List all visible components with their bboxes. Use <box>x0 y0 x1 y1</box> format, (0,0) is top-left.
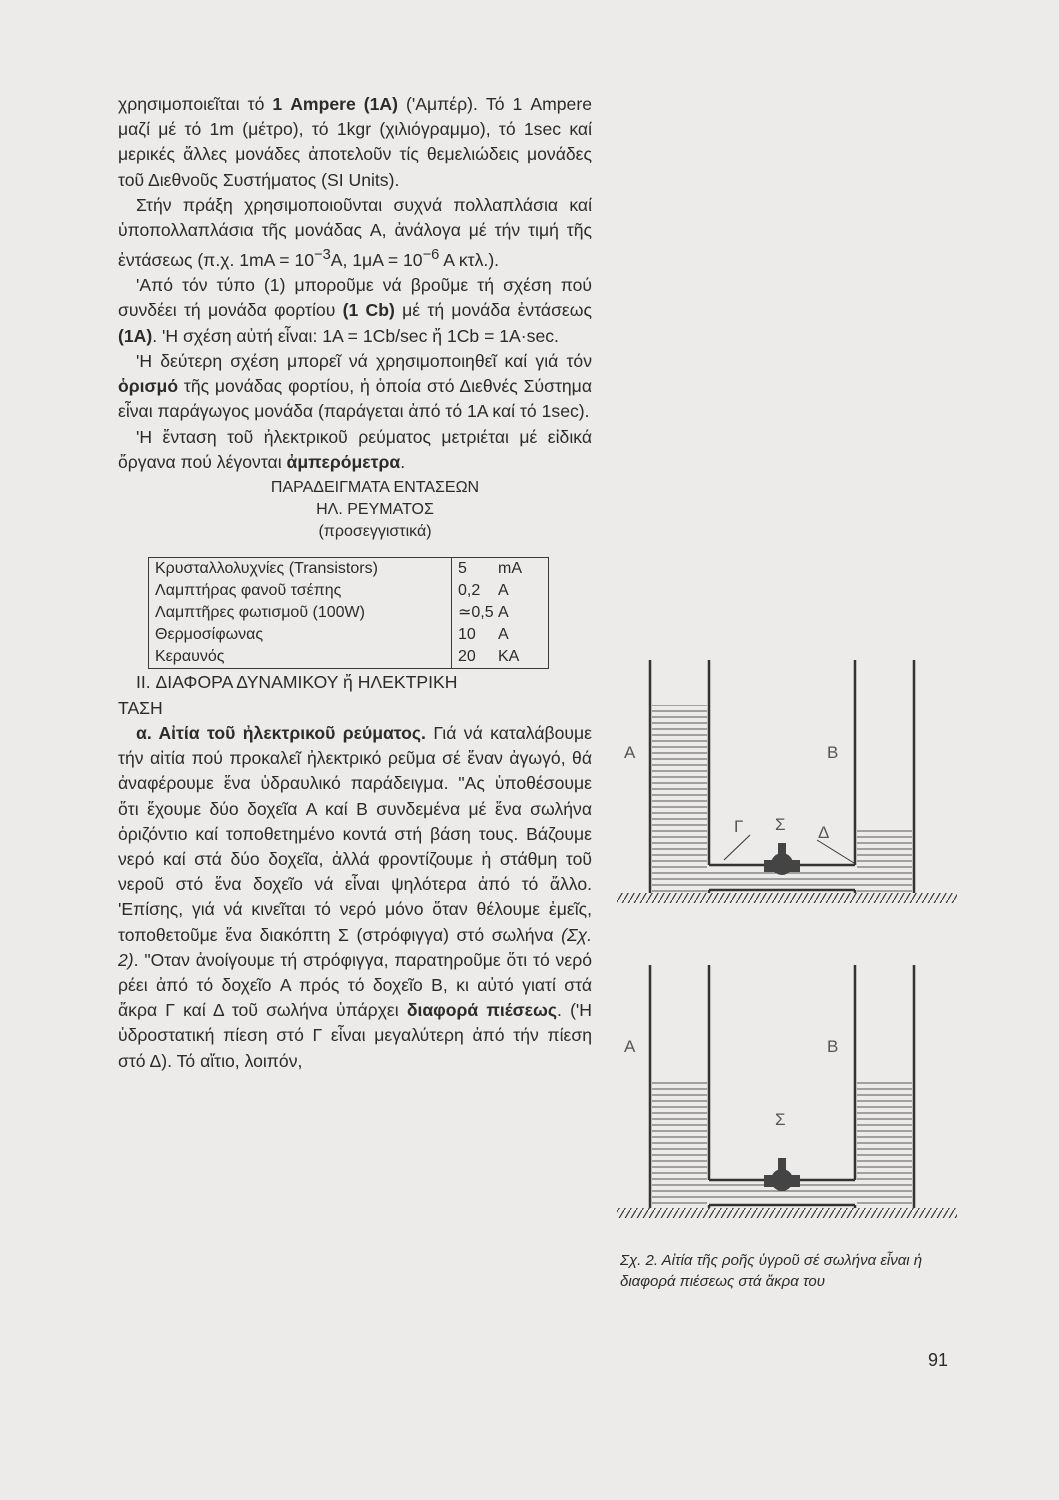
table-title-line: (προσεγγιστικά) <box>318 522 432 540</box>
figure-2 <box>612 660 962 1320</box>
bottom-water-a <box>652 1078 707 1208</box>
current-number: 10 <box>458 625 476 643</box>
device-name-cell: Θερμοσίφωνας <box>149 624 452 646</box>
top-valve-stem <box>778 843 786 855</box>
text-run: . <box>400 451 406 472</box>
current-unit: A <box>498 603 509 621</box>
table-title-line: ΗΛ. ΡΕΥΜΑΤΟΣ <box>316 500 434 518</box>
vessels-diagram <box>612 660 962 1320</box>
top-label-a: A <box>624 743 636 762</box>
current-number: 20 <box>458 647 476 665</box>
text-run: τῆς μονάδας φορτίου, ἡ ὁποία στό Διεθνές Σύστημα εἶναι παράγωγος μονάδα (παράγεται ἀπό τό 1A καί τό 1sec). <box>118 376 592 422</box>
bottom-diagram <box>617 965 957 1218</box>
bold-term: (1 Cb) <box>342 300 395 321</box>
text-run: 'Η ἔνταση τοῦ ἠλεκτρικοῦ ρεύματος μετριέται μέ εἰδικά ὄργανα πού λέγονται <box>118 426 592 472</box>
text-run: . ('Η ὑδροστατική πίεση στό Γ εἶναι μεγαλύτερη ἀπό τήν πίεση στό Δ). Τό αἴτιο, λοιπόν, <box>118 1000 592 1071</box>
text-run: ('Αμπέρ). Τό 1 Ampere μαζί μέ τό 1m (μέτρο), τό 1kgr (χιλιόγραμμο), τό 1sec καί μερικές ἄλλες μονάδες ἀποτελοῦν τίς θεμελιώδεις μονάδες τοῦ Διεθνοῦς Συστήματος (SI Units). <box>118 94 592 190</box>
page-number: 91 <box>928 1350 949 1370</box>
current-unit: A <box>498 581 509 599</box>
bottom-label-s: Σ <box>775 1110 786 1129</box>
current-number: ≃0,5 <box>458 603 494 621</box>
bottom-valve-body <box>764 1175 800 1187</box>
main-column <box>118 92 592 1074</box>
bottom-label-a: A <box>624 1037 636 1056</box>
bold-term: ὁρισμό <box>118 376 179 397</box>
section-title-line: ΤΑΣΗ <box>118 697 163 718</box>
table-row <box>149 602 549 624</box>
section-title-line: II. ΔΙΑΦΟΡΑ ΔΥΝΑΜΙΚΟΥ ἤ ΗΛΕΚΤΡΙΚΗ <box>136 671 458 692</box>
device-name-cell: Λαμπτῆρες φωτισμοῦ (100W) <box>149 602 452 624</box>
exponent: −3 <box>314 247 331 264</box>
current-number: 5 <box>458 559 467 577</box>
current-value-cell <box>452 646 549 669</box>
bold-term: (1A) <box>118 325 153 346</box>
paragraph-cause <box>118 721 592 1074</box>
paragraph-ampere <box>118 92 592 193</box>
table-title-line: ΠΑΡΑΔΕΙΓΜΑΤΑ ΕΝΤΑΣΕΩΝ <box>270 478 480 496</box>
subheading: α. Αἰτία τοῦ ἠλεκτρικοῦ ρεύματος. <box>136 722 426 743</box>
top-valve-body <box>764 860 800 872</box>
device-name-cell: Λαμπτήρας φανοῦ τσέπης <box>149 580 452 602</box>
current-value-cell <box>452 602 549 624</box>
top-pointer-g <box>724 835 750 860</box>
paragraph-multiples <box>118 193 592 273</box>
figure-caption: Σχ. 2. Αἰτία τῆς ροῆς ὑγροῦ σέ σωλήνα εἶναι ἡ διαφορά πιέσεως στά ἄκρα του <box>620 1252 923 1290</box>
examples-table <box>148 557 549 669</box>
text-run: . "Οταν ἀνοίγουμε τή στρόφιγγα, παρατηροῦμε ὅτι τό νερό ρέει ἀπό τό δοχεῖο A πρός τό δοχεῖο B, κι αὐτό γιατί στά ἄκρα Γ καί Δ τοῦ σωλήνα ὑπάρχει <box>118 949 592 1021</box>
table-row <box>149 646 549 669</box>
text-run: Γιά νά καταλάβουμε τήν αἰτία πού προκαλεῖ ἠλεκτρικό ρεῦμα σέ ἕναν ἀγωγό, θά ἀναφέρουμε ἕνα ὑδραυλικό παράδειγμα. "Ας ὑποθέσουμε ὅτι ἔχουμε δύο δοχεῖα A καί B συνδεμένα μέ ἕνα σωλήνα ὁριζόντιο καί τοποθετημένο κοντά στή βάση τους. Βάζουμε νερό καί στά δύο δοχεῖα, ἀλλά φροντίζουμε ἡ στάθμη τοῦ νεροῦ στό ἕνα δοχεῖο νά εἶναι ψηλότερα ἀπό τό ἄλλο. 'Επίσης, γιά νά κινεῖται τό νερό μόνο ὅταν θέλουμε ἐμεῖς, τοποθετοῦμε ἕνα διακόπτη Σ (στρόφιγγα) στό σωλήνα <box>118 722 592 945</box>
text-run: χρησιμοποιεῖται τό <box>118 94 273 114</box>
top-pointer-d <box>817 840 854 863</box>
current-unit: A <box>498 625 509 643</box>
current-value-cell <box>452 624 549 646</box>
current-unit: mA <box>498 559 522 577</box>
current-value-cell <box>452 580 549 602</box>
text-run: μέ τή μονάδα ἐντάσεως <box>394 300 592 321</box>
bottom-valve-stem <box>778 1158 786 1170</box>
text-run: A κτλ.). <box>439 250 500 271</box>
bold-term: ἀμπερόμετρα <box>286 451 401 472</box>
paragraph-ammeter <box>118 425 592 475</box>
top-water-a <box>652 705 707 893</box>
current-value-cell <box>452 557 549 580</box>
figure-reference: (Σχ. 2) <box>118 924 592 970</box>
top-diagram <box>617 660 957 903</box>
text-run: . 'Η σχέση αὐτή εἶναι: 1A = 1Cb/sec ἤ 1Cb = 1A·sec. <box>152 325 559 346</box>
section-title <box>118 669 592 721</box>
top-label-b: B <box>827 743 839 762</box>
bold-term: διαφορά πιέσεως <box>406 1000 558 1021</box>
device-name-cell: Κεραυνός <box>149 646 452 669</box>
text-run: 'Από τόν τύπο (1) μποροῦμε νά βροῦμε τή σχέση πού συνδέει τή μονάδα φορτίου <box>118 275 592 321</box>
paragraph-definition <box>118 349 592 425</box>
bottom-ground <box>617 1208 957 1218</box>
table-row <box>149 557 549 580</box>
text-run: Στήν πράξη χρησιμοποιοῦνται συχνά πολλαπλάσια καί ὑποπολλαπλάσια τῆς μονάδας A, ἀνάλογα μέ τήν τιμή τῆς ἐντάσεως (π.χ. 1mA = 10 <box>118 194 592 271</box>
paragraph-formula <box>118 273 592 349</box>
top-label-g: Γ <box>734 817 744 836</box>
bottom-label-b: B <box>827 1037 839 1056</box>
device-name-cell: Κρυσταλλολυχνίες (Transistors) <box>149 557 452 580</box>
text-run: 'Η δεύτερη σχέση μπορεῖ νά χρησιμοποιηθεῖ καί γιά τόν <box>136 350 592 371</box>
table-row <box>149 624 549 646</box>
current-unit: KA <box>498 647 520 665</box>
bottom-water-b <box>857 1078 912 1208</box>
top-label-d: Δ <box>818 823 830 842</box>
exponent: −6 <box>422 247 440 264</box>
bold-term-ampere: 1 Ampere (1A) <box>272 94 398 114</box>
table-row <box>149 580 549 602</box>
top-ground <box>617 893 957 903</box>
table-title <box>118 477 592 543</box>
current-number: 0,2 <box>458 581 481 599</box>
top-water-b <box>857 828 912 893</box>
text-run: A, 1μA = 10 <box>330 250 423 271</box>
top-label-s: Σ <box>775 815 786 834</box>
